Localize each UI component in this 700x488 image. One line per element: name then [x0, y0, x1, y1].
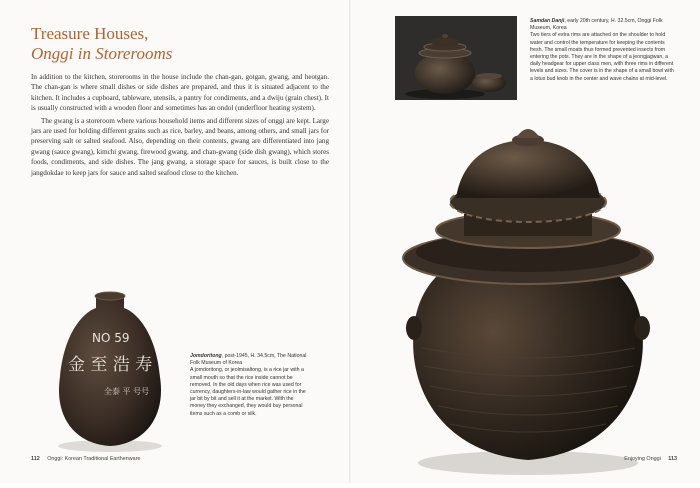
running-head-left: Onggi: Korean Traditional Earthenware	[47, 456, 141, 462]
page-gutter	[349, 0, 351, 483]
paragraph-1: In addition to the kitchen, storerooms in the house include the chan-gan, gotgan, gwang, and heotgan. The chan-gan is where small dishes or side dishes are prepared, and thus it is situated adjacent to the kitchen. It includes a cupboard, tableware, utensils, a pantry for condiments, and a dwiju (grain chest). It is usually constructed with a wooden floor and sometimes has an ondol (underfloor heating system).	[31, 73, 329, 113]
samdan-danji-large-photo	[352, 118, 700, 483]
caption-text: Two tiers of extra rims are attached on the shoulder to hold water and control the temperature for keeping the contents fresh. The small moats thus formed prevented insects from entering the pots. They are in the shape of a jeongjagwan, a daily headgear for upper class men, with three rims in different levels and sizes. The cover is in the shape of a small bowl with a lotus bud knob in the center and wave chains at mid-level.	[530, 32, 674, 82]
caption-samdan-danji	[530, 18, 675, 83]
caption-jomdoritong	[190, 353, 310, 418]
footer-left	[31, 456, 140, 462]
caption-meta: , post-1945, H. 34.5cm, The National Folk Museum of Korea	[190, 353, 307, 367]
jar-inscription-side: 全泰 平 号号	[104, 387, 150, 396]
footer-right	[624, 456, 677, 462]
caption-title: Jomdoritong	[190, 353, 222, 359]
running-head-right: Enjoying Onggi	[624, 456, 661, 462]
caption-title: Samdan Danji	[530, 18, 565, 24]
page-number-left: 112	[31, 456, 40, 462]
body-text	[31, 72, 329, 178]
jar-inscription-number: NO 59	[92, 331, 130, 345]
caption-meta: , early 20th century, H. 32.5cm, Onggi Folk Museum, Korea	[530, 18, 663, 32]
jomdoritong-photo	[40, 282, 180, 454]
page-title	[31, 24, 331, 64]
jar-inscription-main: 金 至 浩 寿	[68, 355, 153, 375]
paragraph-2: The gwang is a storeroom where various household items and different sizes of onggi are kept. Large jars are used for holding different grains such as rice, barley, and beans, among others, and small jars for preserving salt or salted seafood. Also, depending on their contents, gwang are differentiated into jang gwang (sauce gwang), kimchi gwang, firewood gwang, and chan-gwang (side dish gwang), which stores foods, condiments, and side dishes. The jang gwang, a storage space for sauces, is built close to the jangdokdae to keep jars for sauce and salted seafood close to the kitchen.	[31, 116, 329, 177]
samdan-danji-small-photo	[395, 16, 517, 100]
title-line-1: Treasure Houses,	[31, 24, 149, 43]
caption-text: A jomdoritong, or jeolmisaltong, is a rice jar with a small mouth so that the rice inside cannot be removed. In the old days when rice was used for currency, daughters-in-law would gather rice in the jar bit by bit and sell it at the market. With the money they exchanged, they would buy personal items such as a comb or silk.	[190, 367, 306, 417]
title-line-2: Onggi in Storerooms	[31, 44, 173, 63]
page-number-right: 113	[668, 456, 677, 462]
